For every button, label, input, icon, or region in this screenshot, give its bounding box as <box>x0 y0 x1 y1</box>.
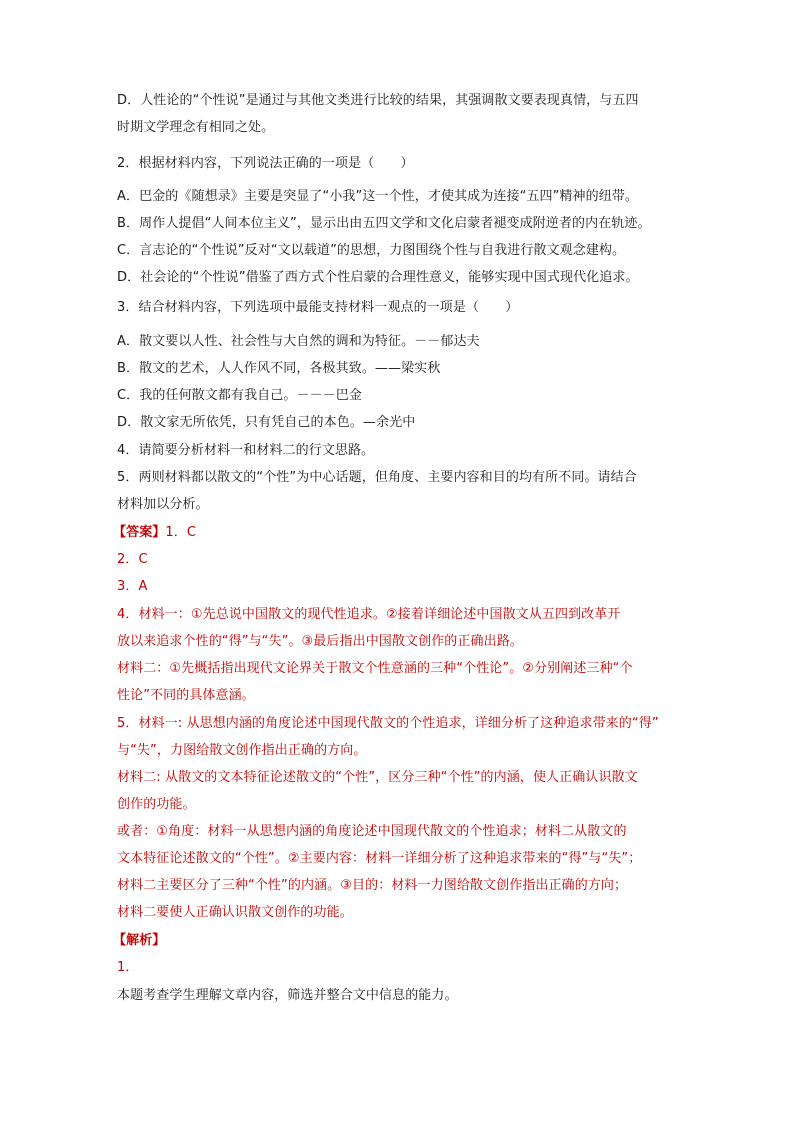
q3-option-c: C．我的任何散文都有我自己。－－－巴金 <box>117 388 362 403</box>
answer-5-line7: 材料二主要区分了三种“个性”的内涵。③目的：材料一力图给散文创作指出正确的方向； <box>117 878 628 893</box>
answer-4-line3: 材料二：①先概括指出现代文论界关于散文个性意涵的三种“个性论”。②分别阐述三种“个 <box>117 661 633 676</box>
answer-5-line6: 文本特征论述散文的“个性”。②主要内容：材料一详细分析了这种追求带来的“得”与“失”； <box>117 851 642 866</box>
q2-option-b: B．周作人提倡“人间本位主义”，显示出由五四文学和文化启蒙者褪变成附逆者的内在轨迹。 <box>117 216 651 231</box>
answer-2: 2．C <box>117 552 148 567</box>
answer-5-line3: 材料二: 从散文的文本特征论述散文的“个性”，区分三种“个性”的内涵，使人正确认识散文 <box>117 770 638 785</box>
answer-5-line5: 或者：①角度：材料一从思想内涵的角度论述中国现代散文的个性追求；材料二从散文的 <box>117 824 627 839</box>
answer-3: 3．A <box>117 579 148 594</box>
answer-5-line4: 创作的功能。 <box>117 797 196 812</box>
answer-5-line1: 5．材料一: 从思想内涵的角度论述中国现代散文的个性追求，详细分析了这种追求带来的“得” <box>117 716 659 731</box>
answer-4-line1: 4．材料一：①先总说中国散文的现代性追求。②接着详细论述中国散文从五四到改革开 <box>117 607 621 622</box>
answer-4-line2: 放以来追求个性的“得”与“失”。③最后指出中国散文创作的正确出路。 <box>117 634 523 649</box>
q1-option-d-line1: D．人性论的“个性说”是通过与其他文类进行比较的结果，其强调散文要表现真情，与五四 <box>117 93 639 108</box>
q3-stem: 3．结合材料内容，下列选项中最能支持材料一观点的一项是（ ） <box>117 300 519 315</box>
analysis-number: 1． <box>117 960 139 975</box>
q5-stem-line1: 5．两则材料都以散文的“个性”为中心话题，但角度、主要内容和目的均有所不同。请结合 <box>117 470 637 485</box>
q2-option-c: C．言志论的“个性说”反对“文以载道”的思想，力图围绕个性与自我进行散文观念建构。 <box>117 243 626 258</box>
q1-option-d-line2: 时期文学理念有相同之处。 <box>117 120 275 135</box>
answer-heading <box>113 524 196 542</box>
answer-5-line2: 与“失”，力图给散文创作指出正确的方向。 <box>117 743 367 758</box>
answer-5-line8: 材料二要使人正确认识散文创作的功能。 <box>117 905 353 920</box>
q4-stem: 4．请简要分析材料一和材料二的行文思路。 <box>117 443 375 458</box>
answer-tag: 【答案】 <box>113 525 166 540</box>
q3-option-b: B．散文的艺术，人人作风不同，各极其致。——梁实秋 <box>117 361 441 376</box>
q2-stem: 2．根据材料内容，下列说法正确的一项是（ ） <box>117 156 414 171</box>
q3-option-a: A．散文要以人性、社会性与大自然的调和为特征。－－郁达夫 <box>117 334 480 349</box>
answer-4-line4: 性论”不同的具体意涵。 <box>117 688 255 703</box>
analysis-text: 本题考查学生理解文章内容，筛选并整合文中信息的能力。 <box>117 988 458 1003</box>
q3-option-d: D．散文家无所依凭，只有凭自己的本色。—余光中 <box>117 415 416 430</box>
q2-option-d: D．社会论的“个性说”借鉴了西方式个性启蒙的合理性意义，能够实现中国式现代化追求。 <box>117 270 639 285</box>
answer-1: 1．C <box>165 525 197 540</box>
analysis-tag: 【解析】 <box>113 933 166 948</box>
q5-stem-line2: 材料加以分析。 <box>117 497 209 512</box>
q2-option-a: A．巴金的《随想录》主要是突显了“小我”这一个性，才使其成为连接“五四”精神的纽带。 <box>117 189 639 204</box>
